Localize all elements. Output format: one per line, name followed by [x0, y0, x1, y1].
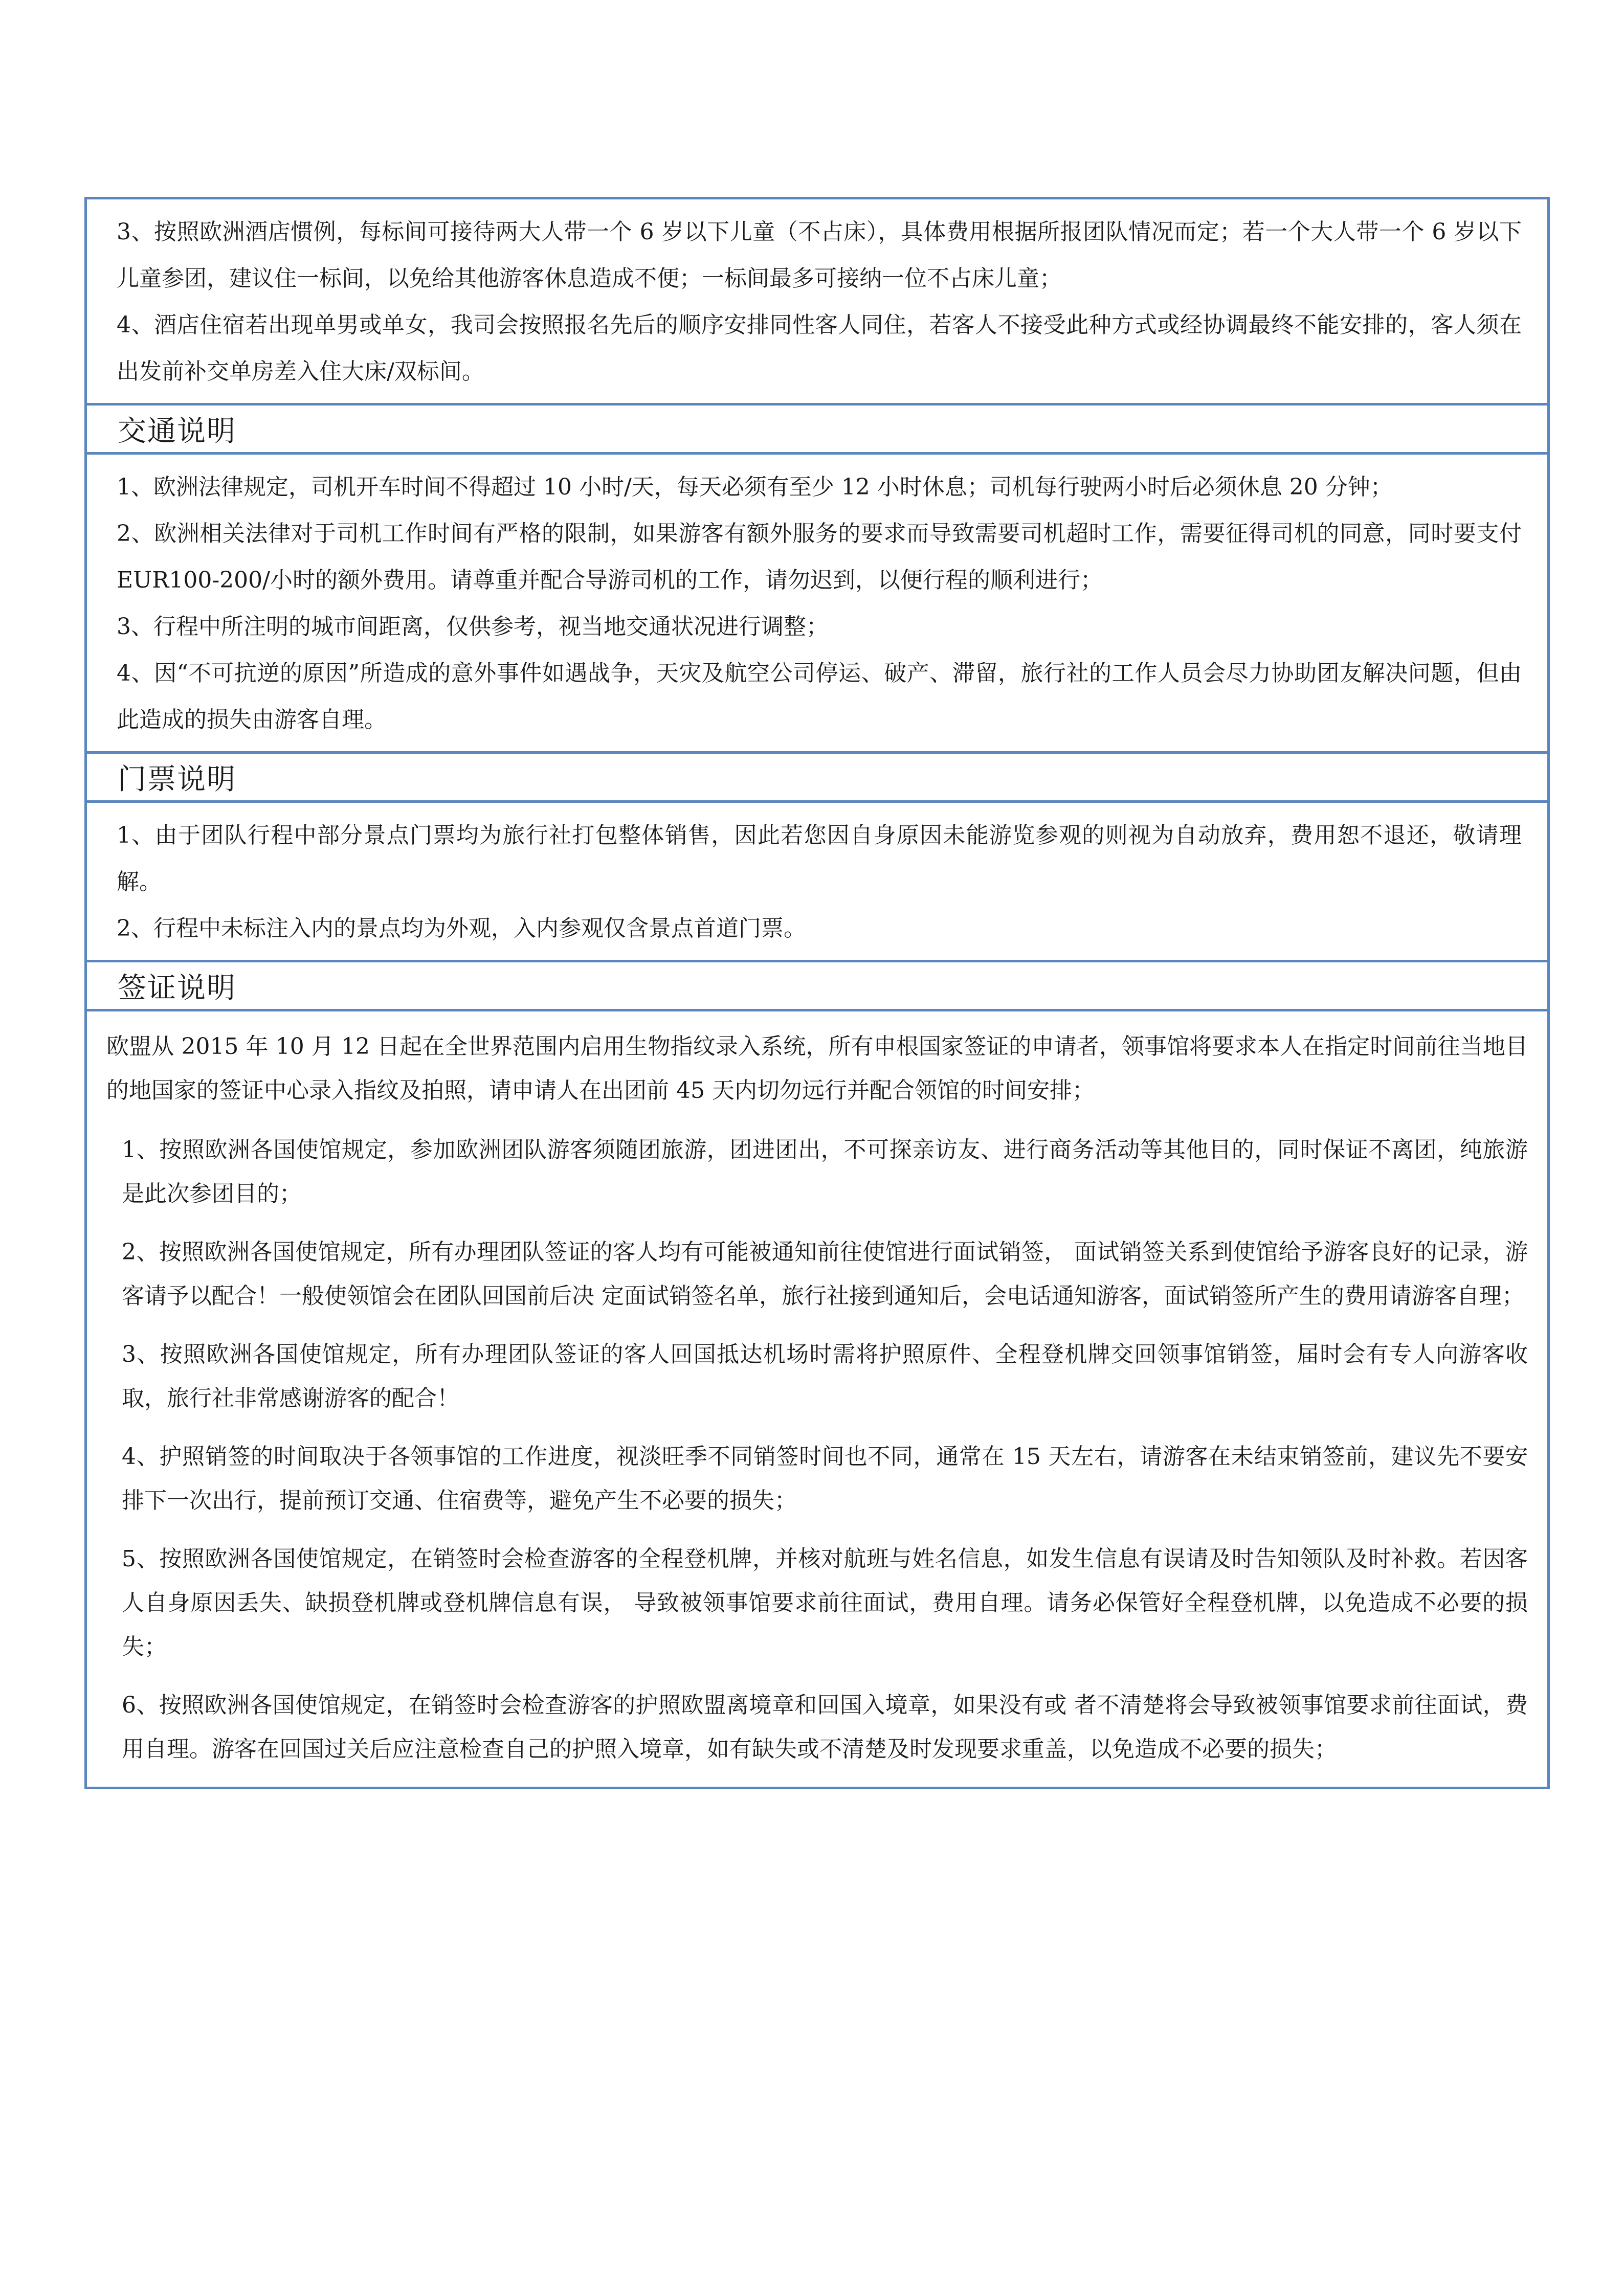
- visa-intro: 欧盟从 2015 年 10 月 12 日起在全世界范围内启用生物指纹录入系统，所有申根国家签证的申请者，领事馆将要求本人在指定时间前往当地目的地国家的签证中心录入指纹及拍照，请申请人在出团前 45 天内切勿远行并配合领馆的时间安排；: [106, 1033, 1528, 1104]
- hotel-note-3: 3、按照欧洲酒店惯例，每标间可接待两大人带一个 6 岁以下儿童（不占床），具体费用根据所报团队情况而定；若一个大人带一个 6 岁以下儿童参团，建议住一标间，以免给其他游客休息造成不便；一标间最多可接纳一位不占床儿童；: [117, 219, 1522, 291]
- visa-section-body: [87, 1009, 1547, 1787]
- traffic-section-title: 交通说明: [87, 403, 1547, 452]
- traffic-note-4: 4、因“不可抗逆的原因”所造成的意外事件如遇战争，天灾及航空公司停运、破产、滞留，旅行社的工作人员会尽力协助团友解决问题，但由此造成的损失由游客自理。: [117, 660, 1522, 733]
- traffic-note-3: 3、行程中所注明的城市间距离，仅供参考，视当地交通状况进行调整；: [117, 614, 829, 640]
- visa-note-6: 6、按照欧洲各国使馆规定，在销签时会检查游客的护照欧盟离境章和回国入境章，如果没有或 者不清楚将会导致被领事馆要求前往面试，费用自理。游客在回国过关后应注意检查自己的护照入境章，如有缺失或不清楚及时发现要求重盖，以免造成不必要的损失；: [122, 1692, 1528, 1762]
- ticket-note-1: 1、由于团队行程中部分景点门票均为旅行社打包整体销售，因此若您因自身原因未能游览参观的则视为自动放弃，费用恕不退还，敬请理解。: [117, 822, 1522, 895]
- visa-note-4: 4、护照销签的时间取决于各领事馆的工作进度，视淡旺季不同销签时间也不同，通常在 15 天左右，请游客在未结束销签前，建议先不要安排下一次出行，提前预订交通、住宿费等，避免产生不必要的损失；: [122, 1444, 1528, 1514]
- visa-note-1: 1、按照欧洲各国使馆规定，参加欧洲团队游客须随团旅游，团进团出，不可探亲访友、进行商务活动等其他目的，同时保证不离团，纯旅游是此次参团目的；: [122, 1137, 1528, 1207]
- traffic-note-1: 1、欧洲法律规定，司机开车时间不得超过 10 小时/天，每天必须有至少 12 小时休息；司机每行驶两小时后必须休息 20 分钟；: [117, 474, 1393, 500]
- visa-section-title: 签证说明: [87, 960, 1547, 1009]
- visa-note-3: 3、按照欧洲各国使馆规定，所有办理团队签证的客人回国抵达机场时需将护照原件、全程登机牌交回领事馆销签，届时会有专人向游客收取，旅行社非常感谢游客的配合！: [122, 1341, 1528, 1411]
- visa-note-2: 2、按照欧洲各国使馆规定，所有办理团队签证的客人均有可能被通知前往使馆进行面试销签， 面试销签关系到使馆给予游客良好的记录，游客请予以配合！一般使领馆会在团队回国前后决 定面试销签名单，旅行社接到通知后，会电话通知游客，面试销签所产生的费用请游客自理；: [122, 1239, 1528, 1309]
- hotel-note-4: 4、酒店住宿若出现单男或单女，我司会按照报名先后的顺序安排同性客人同住，若客人不接受此种方式或经协调最终不能安排的，客人须在出发前补交单房差入住大床/双标间。: [117, 312, 1522, 385]
- visa-note-5: 5、按照欧洲各国使馆规定，在销签时会检查游客的全程登机牌，并核对航班与姓名信息，如发生信息有误请及时告知领队及时补救。若因客人自身原因丢失、缺损登机牌或登机牌信息有误， 导致被领事馆要求前往面试，费用自理。请务必保管好全程登机牌，以免造成不必要的损失；: [122, 1546, 1528, 1660]
- ticket-section-body: [87, 800, 1547, 960]
- notes-table: [84, 197, 1550, 1789]
- hotel-notes-continued: [87, 199, 1547, 403]
- traffic-section-body: [87, 452, 1547, 751]
- ticket-note-2: 2、行程中未标注入内的景点均为外观，入内参观仅含景点首道门票。: [117, 915, 806, 941]
- ticket-section-title: 门票说明: [87, 751, 1547, 800]
- traffic-note-2: 2、欧洲相关法律对于司机工作时间有严格的限制，如果游客有额外服务的要求而导致需要司机超时工作，需要征得司机的同意，同时要支付 EUR100-200/小时的额外费用。请尊重并配合导游司机的工作，请勿迟到，以便行程的顺利进行；: [117, 521, 1522, 593]
